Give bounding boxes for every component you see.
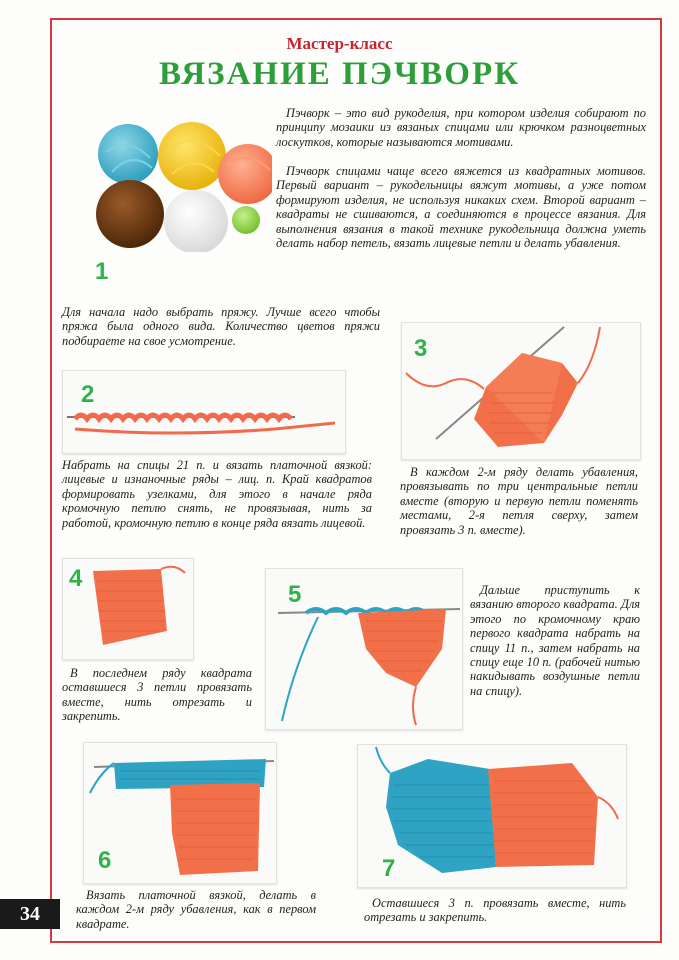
intro-paragraph-2: Пэчворк спицами чаще всего вяжется из квадратных мотивов. Первый вариант – рукодельницы вяжут мотивы, а уже потом формируют изделия, не используя никаких схем. Второй вариант – квадраты не сшиваются, а соединяются в процессе вязания. Для выполнения вязания в такой технике рукодельница должна уметь делать набор петель, вязать лицевые петли и делать убавления. — [276, 164, 646, 251]
yarn-balls-photo — [92, 112, 272, 252]
step-number-2: 2 — [81, 381, 95, 408]
step-3-photo — [401, 322, 641, 460]
step-3-text: В каждом 2-м ряду делать убавления, провязывать по три центральные петли вместе (вторую и первую петли поменять местами, 2-я петля сверху, затем провязать 3 п. вместе). — [400, 465, 638, 537]
step-6-text: Вязать платочной вязкой, делать в каждом 2-м ряду убавления, как в первом квадрате. — [76, 888, 316, 931]
step-number-6: 6 — [98, 847, 112, 874]
page-number: 34 — [0, 899, 60, 929]
step-4-photo — [62, 558, 194, 660]
step-6-photo — [83, 742, 277, 884]
step-number-3: 3 — [414, 335, 428, 362]
step-number-5: 5 — [288, 581, 302, 608]
step-4-text: В последнем ряду квадрата оставшиеся 3 петли провязать вместе, нить отрезать и закрепить. — [62, 666, 252, 724]
step-2-text: Набрать на спицы 21 п. и вязать платочной вязкой: лицевые и изнаночные ряды – лиц. п. Край квадратов формировать узелками, для этого в начале ряда кромочную петлю снять, не провязывая, нить за работой, кромочную петлю в конце ряда вязать лицевой. — [62, 458, 372, 530]
step-2-photo — [62, 370, 346, 454]
step-7-text: Оставшиеся 3 п. провязать вместе, нить отрезать и закрепить. — [364, 896, 626, 925]
step-5-photo — [265, 568, 463, 730]
step-number-1: 1 — [95, 258, 109, 285]
step-1-text: Для начала надо выбрать пряжу. Лучше всего чтобы пряжа была одного вида. Количество цветов пряжи подбираете на свое усмотрение. — [62, 305, 380, 348]
step-number-7: 7 — [382, 855, 396, 882]
step-number-4: 4 — [69, 565, 83, 592]
intro-paragraph-1: Пэчворк – это вид рукоделия, при котором изделия собирают по принципу мозаики из вязаных спицами или крючком разноцветных лоскутков, которые называются мотивами. — [276, 106, 646, 149]
kicker: Мастер-класс — [286, 34, 393, 53]
page-title: ВЯЗАНИЕ ПЭЧВОРК — [158, 56, 521, 92]
step-5-text: Дальше приступить к вязанию второго квадрата. Для этого по кромочному краю первого квадрата набрать на спицу 11 п., затем набрать на спицу еще 10 п. (рабочей нитью накидывать воздушные петли на спицу). — [470, 583, 640, 698]
step-7-photo — [357, 744, 627, 888]
